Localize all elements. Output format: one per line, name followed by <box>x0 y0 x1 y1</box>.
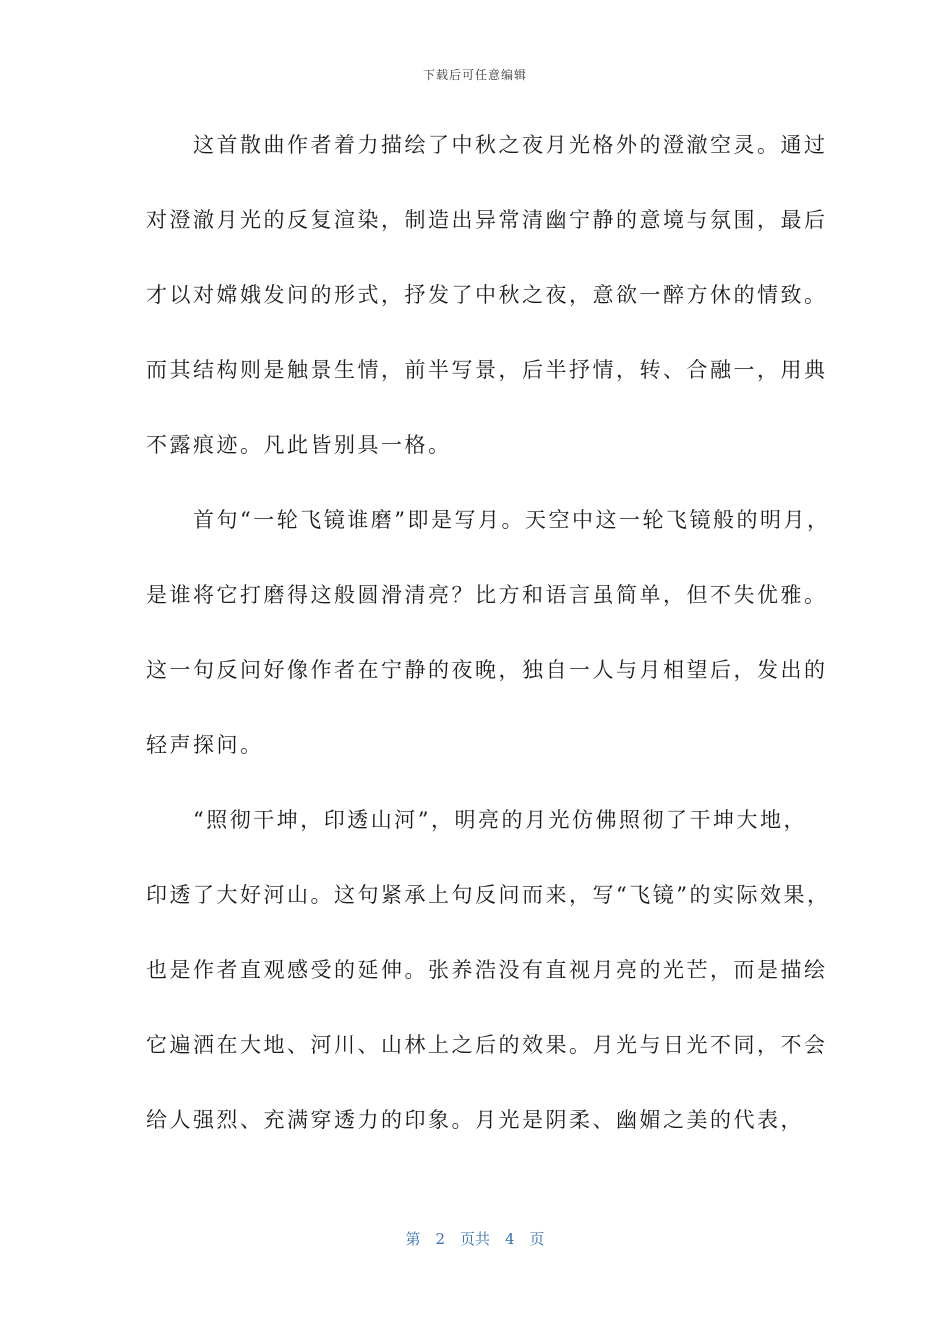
text-line: “照彻干坤，印透山河”，明亮的月光仿佛照彻了干坤大地， <box>146 808 807 832</box>
text-line: 才以对嫦娥发问的形式，抒发了中秋之夜，意欲一醉方休的情致。 <box>146 283 828 307</box>
text-line: 首句“一轮飞镜谁磨”即是写月。天空中这一轮飞镜般的明月， <box>146 508 831 532</box>
text-line: 给人强烈、充满穿透力的印象。月光是阴柔、幽媚之美的代表， <box>146 1108 804 1132</box>
text-line: 对澄澈月光的反复渲染，制造出异常清幽宁静的意境与氛围，最后 <box>146 208 828 232</box>
text-line: 是谁将它打磨得这般圆滑清亮？比方和语言虽简单，但不失优雅。 <box>146 583 828 607</box>
text-line: 这一句反问好像作者在宁静的夜晚，独自一人与月相望后，发出的 <box>146 658 828 682</box>
text-line: 印透了大好河山。这句紧承上句反问而来，写“飞镜”的实际效果， <box>146 883 831 907</box>
page-footer <box>0 1228 950 1249</box>
text-line: 它遍洒在大地、河川、山林上之后的效果。月光与日光不同，不会 <box>146 1033 828 1057</box>
text-line: 轻声探问。 <box>146 733 264 757</box>
text-line: 而其结构则是触景生情，前半写景，后半抒情，转、合融一，用典 <box>146 358 828 382</box>
text-line: 这首散曲作者着力描绘了中秋之夜月光格外的澄澈空灵。通过 <box>146 133 828 157</box>
header-note: 下载后可任意编辑 <box>422 68 527 82</box>
text-line: 不露痕迹。凡此皆别具一格。 <box>146 433 452 457</box>
page-number-label: 第 2 页共 4 页 <box>405 1230 545 1248</box>
text-line: 也是作者直观感受的延伸。张养浩没有直视月亮的光芒，而是描绘 <box>146 958 828 982</box>
